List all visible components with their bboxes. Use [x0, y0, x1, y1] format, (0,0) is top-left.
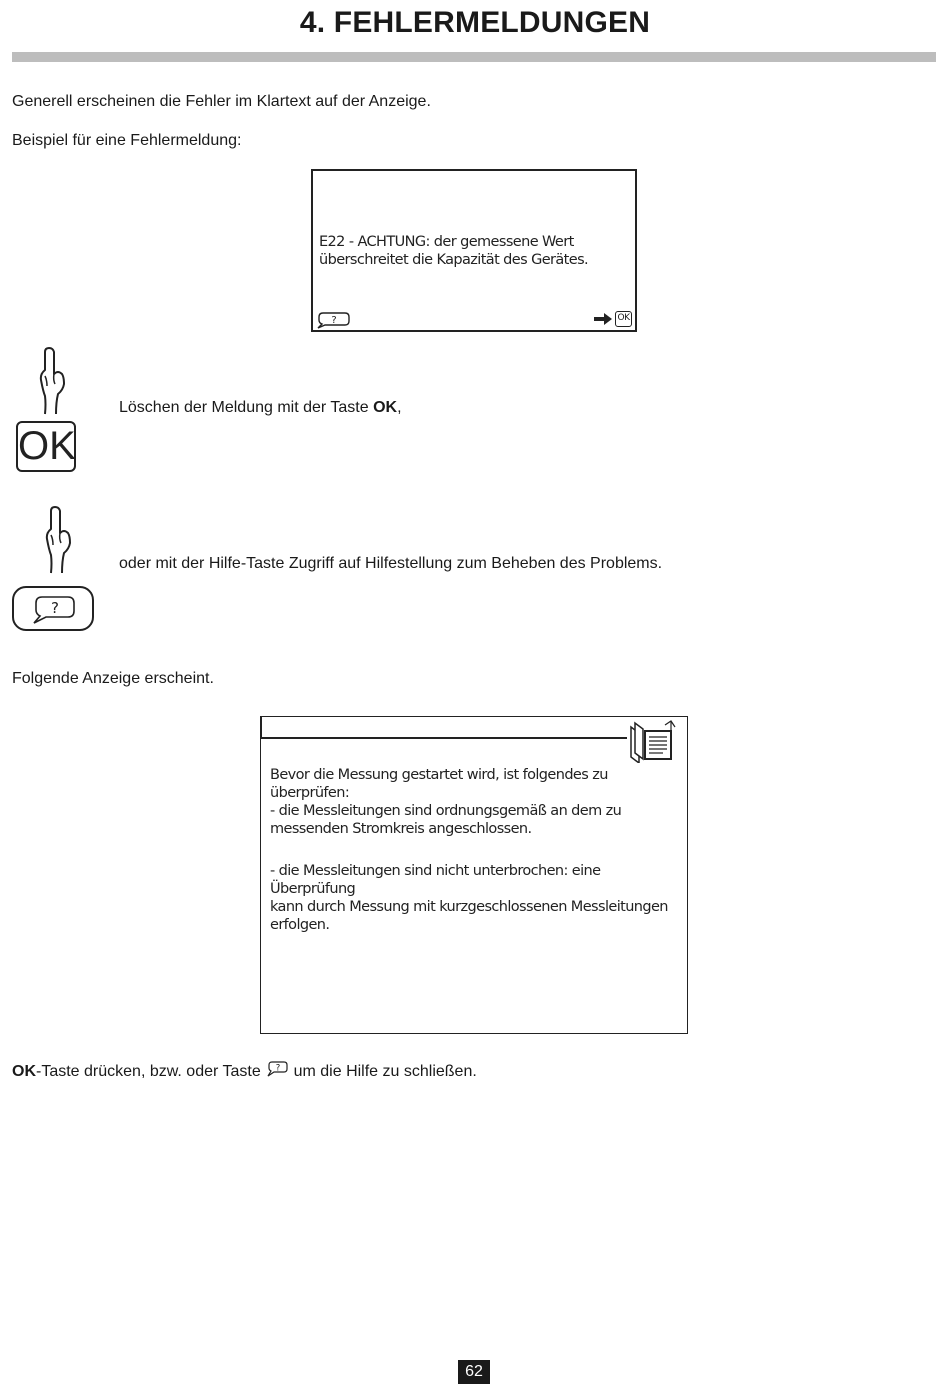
ok-bold: OK — [12, 1063, 36, 1080]
pointing-hand-icon — [40, 505, 78, 575]
help-paragraph-3: - die Messleitungen sind nicht unterbrochen: eine Überprüfung kann durch Messung mit kurzgeschlossenen Messleitungen erfolgen. — [270, 863, 668, 933]
help-inline-icon — [265, 1061, 289, 1077]
help-paragraph-2: - die Messleitungen sind ordnungsgemäß an dem zu messenden Stromkreis angeschlossen. — [270, 803, 622, 837]
title-rule — [12, 52, 936, 62]
arrow-right-icon — [593, 311, 613, 327]
help-screen — [260, 716, 688, 1034]
pointing-hand-icon — [34, 346, 72, 416]
page-title: 4. FEHLERMELDUNGEN — [299, 6, 651, 39]
ok-bold: OK — [373, 399, 398, 416]
example-label: Beispiel für eine Fehlermeldung: — [12, 132, 242, 149]
footer-note: OK-Taste drücken, bzw. oder Taste ? um die Hilfe zu schließen. — [12, 1063, 477, 1080]
page-number: 62 — [458, 1360, 490, 1384]
error-message: E22 - ACHTUNG: der gemessene Wert überschreitet die Kapazität des Gerätes. — [319, 234, 589, 268]
following-text: Folgende Anzeige erscheint. — [12, 670, 214, 687]
help-icon — [315, 311, 351, 329]
help-line-1: Bevor die Messung gestartet wird, ist folgendes zu überprüfen: — [270, 767, 608, 801]
svg-text:?: ? — [275, 1063, 281, 1074]
help-symbol: ? — [51, 599, 59, 617]
book-icon — [625, 719, 677, 763]
intro-text: Generell erscheinen die Fehler im Klartext auf der Anzeige. — [12, 93, 431, 110]
error-screen — [311, 169, 637, 332]
step-help-text: oder mit der Hilfe-Taste Zugriff auf Hilfestellung zum Beheben des Problems. — [119, 555, 663, 572]
ok-key[interactable]: OK — [16, 421, 76, 472]
help-screen-header — [260, 717, 627, 739]
svg-text:?: ? — [331, 315, 337, 326]
step-ok-text: Löschen der Meldung mit der Taste OK, — [119, 399, 402, 416]
help-bubble-icon — [30, 595, 78, 625]
ok-icon: OK — [615, 311, 632, 327]
help-key[interactable] — [12, 586, 94, 631]
